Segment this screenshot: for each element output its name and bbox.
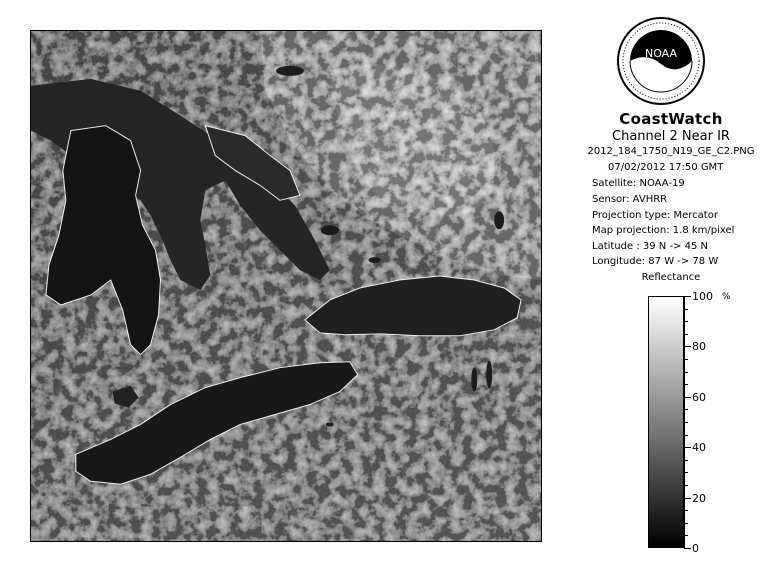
colorbar-tick — [684, 309, 688, 310]
noaa-seal-icon — [616, 16, 706, 106]
colorbar-tick — [684, 460, 688, 461]
colorbar-tick — [684, 372, 688, 373]
colorbar-tick — [684, 321, 688, 322]
colorbar-tick — [684, 485, 688, 486]
channel-label: Channel 2 Near IR — [612, 129, 730, 144]
colorbar-label: 60 — [692, 390, 706, 404]
map-projection: Map projection: 1.8 km/pixel — [592, 225, 735, 236]
colorbar-tick — [684, 346, 691, 347]
colorbar-label: 100 — [692, 290, 713, 303]
colorbar-tick — [684, 409, 688, 410]
colorbar-label: 80 — [692, 340, 706, 354]
sensor-info: Sensor: AVHRR — [592, 194, 668, 205]
info-panel — [560, 0, 782, 572]
colorbar-tick — [684, 498, 691, 499]
colorbar-tick — [684, 523, 688, 524]
satellite-image — [30, 30, 542, 542]
longitude-range: Longitude: 87 W -> 78 W — [592, 256, 719, 267]
coastwatch-title: CoastWatch — [619, 110, 723, 128]
colorbar-tick — [684, 435, 688, 436]
file-name: 2012_184_1750_N19_GE_C2.PNG — [587, 146, 755, 157]
colorbar-tick — [684, 384, 688, 385]
logo-center-text: NOAA — [644, 47, 678, 60]
satellite-info: Satellite: NOAA-19 — [592, 178, 685, 189]
colorbar-tick — [684, 447, 691, 448]
colorbar-tick — [684, 334, 688, 335]
colorbar-label: 40 — [692, 441, 706, 455]
colorbar-title: Reflectance — [641, 272, 701, 283]
colorbar-tick — [684, 472, 688, 473]
colorbar-tick — [684, 535, 688, 536]
colorbar-tick — [684, 422, 688, 423]
colorbar-tick — [684, 296, 691, 297]
colorbar-label: 0 — [692, 542, 699, 555]
projection-type: Projection type: Mercator — [592, 210, 718, 221]
latitude-range: Latitude : 39 N -> 45 N — [592, 241, 708, 252]
colorbar-unit: % — [722, 292, 731, 302]
colorbar-label: 20 — [692, 491, 706, 505]
noaa-logo — [616, 16, 706, 106]
colorbar-tick — [684, 510, 688, 511]
reflectance-colorbar — [648, 296, 684, 548]
colorbar-tick — [684, 548, 691, 549]
great-lakes-satellite-view — [31, 31, 541, 541]
date-time: 07/02/2012 17:50 GMT — [608, 162, 724, 173]
colorbar-tick — [684, 397, 691, 398]
colorbar-tick — [684, 359, 688, 360]
